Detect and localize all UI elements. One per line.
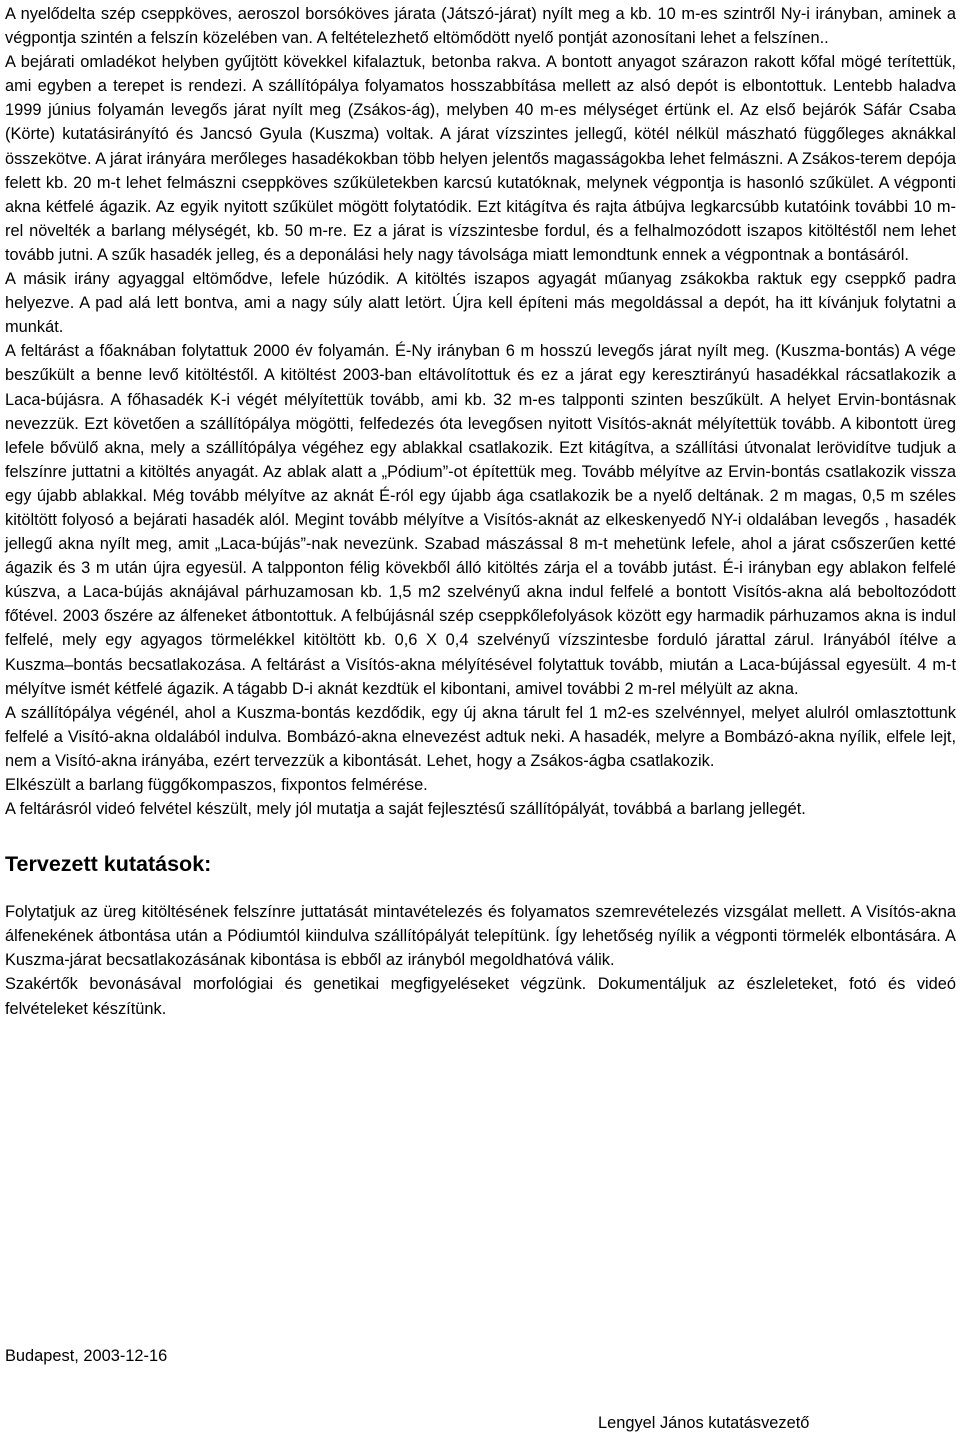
paragraph: A nyelődelta szép cseppköves, aeroszol borsóköves járata (Játszó-járat) nyílt meg a kb. 10 m-es szintről Ny-i irányban, aminek a végpontja szintén a felszín közelében van. A feltételezhető eltömődött nyelő pontját azonosítani lehet a felszínen.. (5, 5, 956, 48)
section-heading: Tervezett kutatások: (5, 852, 212, 877)
signature: Lengyel János kutatásvezető (598, 1414, 810, 1432)
paragraph: Elkészült a barlang függőkompaszos, fixpontos felmérése. (5, 776, 428, 794)
paragraph: A feltárásról videó felvétel készült, mely jól mutatja a saját fejlesztésű szállítópályát, továbbá a barlang jellegét. (5, 800, 806, 819)
date-line: Budapest, 2003-12-16 (5, 1347, 168, 1365)
paragraph: Szakértők bevonásával morfológiai és genetikai megfigyeléseket végzünk. Dokumentáljuk az észleleteket, fotó és videó felvételeket készítünk. (5, 975, 956, 1018)
paragraph: A bejárati omladékot helyben gyűjtött kövekkel kifalaztuk, betonba rakva. A bontott anyagot szárazon rakott kőfal mögé terítettük, ami egyben a terepet is rendezi. A szállítópálya folyamatos hosszabbítása mellett az alsó depót is elbontottuk. Lentebb haladva 1999 június folyamán levegős járat nyílt meg (Zsákos-ág), melyben 40 m-es mélységet értünk el. Az első bejárók Sáfár Csaba (Körte) kutatásirányító és Jancsó Gyula (Kuszma) voltak. A járat vízszintes jellegű, kötél nélkül mászható függőleges aknákkal összekötve. A járat irányára merőleges hasadékokban több helyen jelentős magasságokba lehet felmászni. A Zsákos-terem depója felett kb. 20 m-t lehet felmászni cseppköves szűkületekben karcsú kutatóknak, melynek végpontja is hasonló szűkület. A végponti akna kétfelé ágazik. Az egyik nyitott szűkület mögött folytatódik. Ezt kitágítva és rajta átbújva legkarcsúbb kutatóink további 10 m-rel növelték a barlang mélységét, kb. 50 m-re. Ez a járat is vízszintesbe fordul, és a felhalmozódott iszapos kitöltéstől nem lehet tovább jutni. A szűk hasadék jelleg, és a deponálási hely nagy távolsága miatt lemondtunk ennek a végpontnak a bontásáról. (5, 53, 956, 264)
spacer (5, 821, 956, 851)
paragraph: A szállítópálya végénél, ahol a Kuszma-bontás kezdődik, egy új akna tárult fel 1 m2-es szelvénnyel, melyet alulról omlasztottunk felfelé a Visító-akna oldalából indulva. Bombázó-akna elnevezést adtuk neki. A hasadék, melyre a Bombázó-akna nyílik, elfele lejt, nem a Visító-akna irányába, ezért tervezzük a kibontását. Lehet, hogy a Zsákos-ágba csatlakozik. (5, 703, 956, 770)
document-page (5, 2, 956, 1021)
paragraph: A feltárást a főaknában folytattuk 2000 év folyamán. É-Ny irányban 6 m hosszú levegős járat nyílt meg. (Kuszma-bontás) A vége beszűkült a benne levő kitöltéstől. A kitöltést 2003-ban eltávolítottuk és ez a járat egy keresztirányú hasadékkal rácsatlakozik a Laca-bújásra. A főhasadék K-i végét mélyítettük tovább, ami kb. 32 m-es talpponti szinten beszűkült. A helyet Ervin-bontásnak nevezzük. Ezt követően a szállítópálya mögötti, felfedezés óta levegősen nyitott Visítós-aknát mélyítettük tovább. A kibontott üreg lefele bővülő akna, mely a szállítópálya végéhez egy ablakkal csatlakozik. Ezt kitágítva, a szállítási útvonalat lerövidítve tudjuk a felszínre juttatni a kitöltés anyagát. Az ablak alatt a „Pódium”-ot építettük meg. Tovább mélyítve az Ervin-bontás csatlakozik vissza egy újabb ablakkal. Még tovább mélyítve az aknát É-ról egy újabb ága csatlakozik be a nyelő deltának. 2 m magas, 0,5 m széles kitöltött folyosó a bejárati hasadék alól. Megint tovább mélyítve a Visítós-aknát az elkeskenyedő NY-i oldalában levegős , hasadék jellegű akna nyílt meg, amit „Laca-bújás”-nak nevezünk. Szabad mászással 8 m-t mehetünk lefele, ahol a járat csőszerűen ketté ágazik és 3 m után újra egyesül. A talpponton félig kövekből álló kitöltés zárja el a tovább jutást. É-i irányban egy ablakon felfelé kúszva, a Laca-bújás aknájával párhuzamosan kb. 1,5 m2 szelvényű akna indul felfelé a bontott Visítós-akna alá beboltozódott főtével. 2003 őszére az álfeneket átbontottuk. A felbújásnál szép cseppkőlefolyások között egy harmadik párhuzamos akna is indul felfelé, mely egy agyagos törmelékkel kitöltött kb. 0,6 X 0,4 szelvényű vízszintesbe forduló járattal zárul. Irányából ítélve a Kuszma–bontás becsatlakozása. A feltárást a Visítós-akna mélyítésével folytattuk tovább, miután a Laca-bújással egyesült. 4 m-t mélyítve ismét kétfelé ágazik. A tágabb D-i aknát kezdtük el kibontani, amivel további 2 m-rel mélyült az akna. (5, 342, 956, 698)
spacer (5, 877, 956, 900)
paragraph: Folytatjuk az üreg kitöltésének felszínre juttatását mintavételezés és folyamatos szemrevételezés vizsgálat mellett. A Visítós-akna álfenekének átbontása után a Pódiumtól kiindulva szállítópályát telepítünk. Így lehetőség nyílik a végponti törmelék elbontására. A Kuszma-járat becsatlakozásának kibontása is ebből az irányból megoldhatóvá válik. (5, 903, 956, 970)
paragraph: A másik irány agyaggal eltömődve, lefele húzódik. A kitöltés iszapos agyagát műanyag zsákokba raktuk egy cseppkő padra helyezve. A pad alá lett bontva, ami a nagy súly alatt letört. Újra kell építeni más megoldással a depót, ha itt kívánjuk folytatni a munkát. (5, 270, 956, 337)
